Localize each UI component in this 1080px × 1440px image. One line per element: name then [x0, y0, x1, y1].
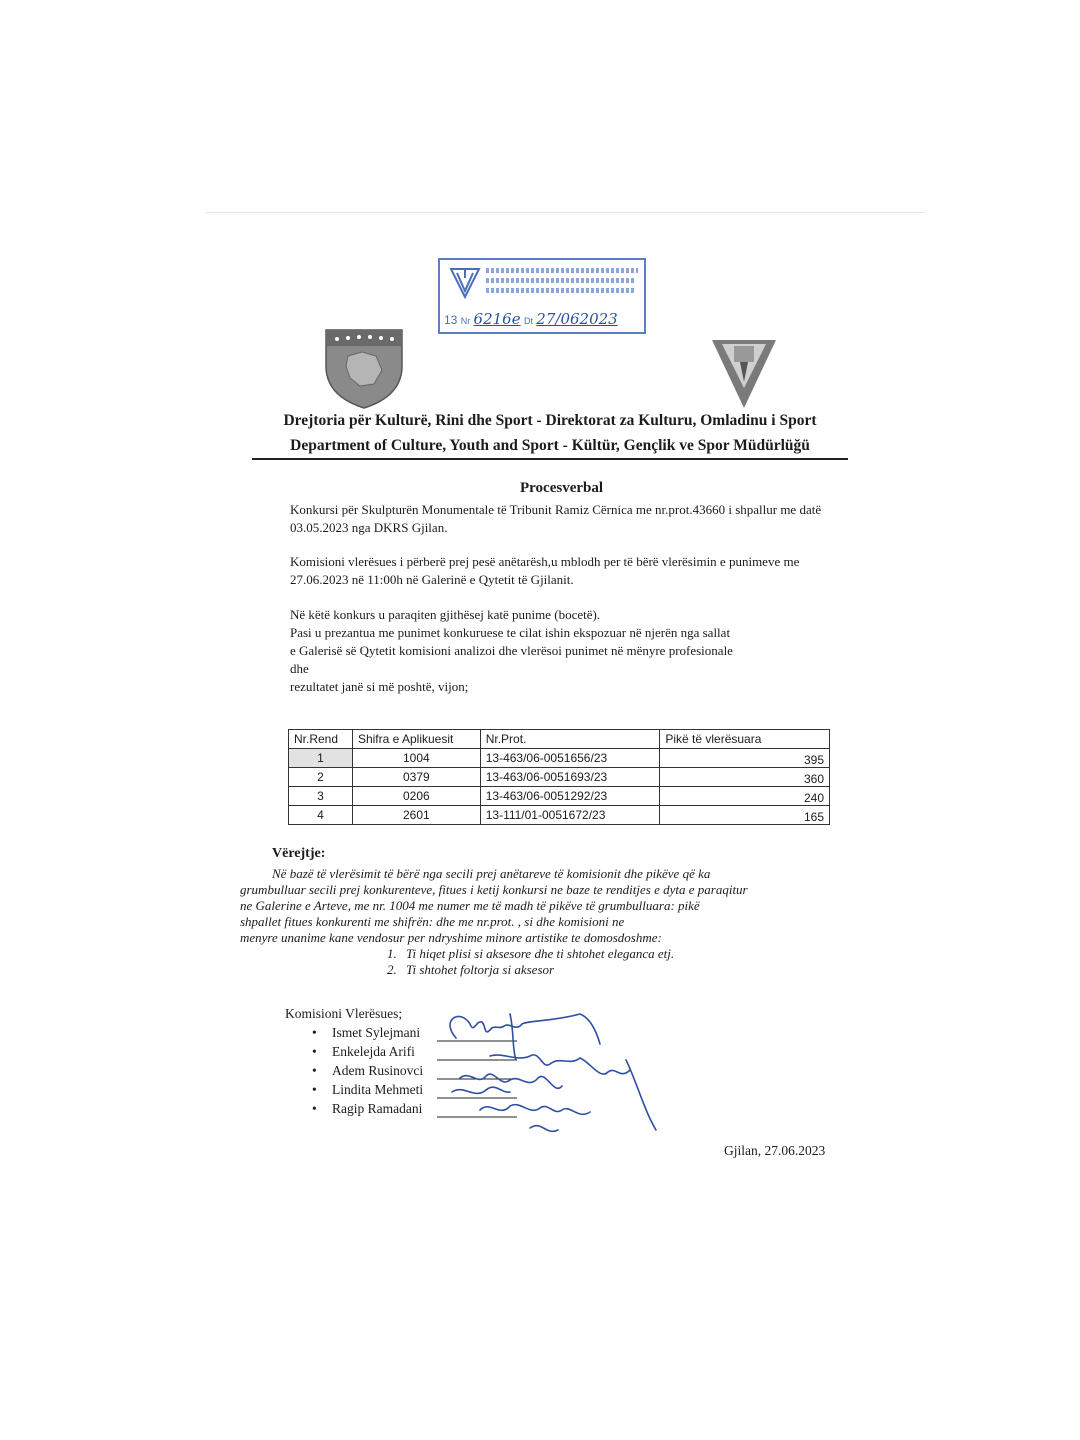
commission-members-list: [312, 1023, 423, 1118]
stamp-number: 6216e: [473, 310, 521, 328]
gjilan-municipality-emblem-icon: [710, 338, 778, 410]
cell-code: 2601: [352, 806, 480, 825]
document-title: Procesverbal: [520, 480, 604, 496]
paragraph-line: e Galerisë së Qytetit komisioni analizoi dhe vlerësoi punimet në mënyre profesionale: [290, 643, 733, 658]
cell-prot: 13-111/01-0051672/23: [480, 806, 660, 825]
cell-prot: 13-463/06-0051656/23: [480, 749, 660, 768]
paragraph-line: Në këtë konkurs u paraqiten gjithësej katë punime (bocetë).: [290, 607, 601, 622]
cell-points: 360: [660, 768, 830, 787]
remarks-line: menyre unanime kane vendosur per ndryshime minore artistike te domosdoshme:: [240, 930, 662, 945]
remarks-line: grumbulluar secili prej konkurenteve, fitues i ketij konkursi ne baze te renditjes e dyta e paraqitur: [240, 882, 748, 897]
header-divider: [252, 458, 848, 460]
stamp-emblem-icon: [448, 266, 482, 300]
presentation-paragraph: [290, 606, 855, 696]
remarks-body: [240, 866, 850, 978]
department-header-line2: Department of Culture, Youth and Sport - Kültür, Gençlik ve Spor Müdürlüğü: [290, 437, 810, 454]
results-table: [288, 729, 830, 825]
remarks-list: [240, 946, 850, 978]
column-header-nr: Nr.Rend: [289, 730, 353, 749]
stamp-registration-line: [444, 310, 618, 328]
stamp-text-line: [486, 288, 636, 293]
remarks-list-item: 1. Ti hiqet plisi si aksesore dhe ti shtohet eleganca etj.: [400, 946, 850, 962]
commission-member: • Ismet Sylejmani: [312, 1023, 423, 1042]
remarks-line: Në bazë të vlerësimit të bërë nga secili prej anëtareve të komisionit dhe pikëve që ka: [272, 866, 711, 881]
cell-prot: 13-463/06-0051292/23: [480, 787, 660, 806]
commission-paragraph: Komisioni vlerësues i përberë prej pesë anëtarësh,u mblodh per të bërë vlerësimin e punimeve me 27.06.2023 në 11:00h në Galerinë e Qytetit të Gjilanit.: [290, 554, 800, 587]
intro-paragraph: Konkursi për Skulpturën Monumentale të Tribunit Ramiz Cërnica me nr.prot.43660 i shpallur me datë 03.05.2023 nga DKRS Gjilan.: [290, 502, 822, 535]
commission-member: • Ragip Ramadani: [312, 1099, 423, 1118]
stamp-prefix: 13: [444, 313, 458, 327]
cell-code: 1004: [352, 749, 480, 768]
stamp-text-line: [486, 278, 634, 283]
place-and-date: Gjilan, 27.06.2023: [724, 1143, 826, 1158]
cell-nr: 2: [289, 768, 353, 787]
commission-member: • Lindita Mehmeti: [312, 1080, 423, 1099]
cell-nr: 1: [289, 749, 353, 768]
handwritten-signatures-icon: [430, 1000, 660, 1150]
stamp-date: 27/06: [536, 310, 580, 328]
paragraph-line: Pasi u prezantua me punimet konkuruese te cilat ishin ekspozuar në njerën nga sallat: [290, 625, 731, 640]
column-header-points: Pikë të vlerësuara: [660, 730, 830, 749]
cell-points: 240: [660, 787, 830, 806]
table-row: [289, 749, 830, 768]
cell-points: 395: [660, 749, 830, 768]
commission-heading: Komisioni Vlerësues;: [285, 1006, 403, 1021]
column-header-prot: Nr.Prot.: [480, 730, 660, 749]
cell-nr: 4: [289, 806, 353, 825]
paragraph-line: rezultatet janë si më poshtë, vijon;: [290, 679, 469, 694]
kosovo-coat-of-arms-icon: [322, 326, 406, 410]
cell-code: 0379: [352, 768, 480, 787]
remarks-line: shpallet fitues konkurenti me shifrën: dhe me nr.prot. , si dhe komisioni ne: [240, 914, 625, 929]
department-header-line1: Drejtoria për Kulturë, Rini dhe Sport - Direktorat za Kulturu, Omladinu i Sport: [283, 412, 817, 429]
scan-edge-line: [205, 212, 925, 213]
remarks-list-item: 2. Ti shtohet foltorja si aksesor: [400, 962, 850, 978]
table-row: [289, 787, 830, 806]
commission-member: • Enkelejda Arifi: [312, 1042, 423, 1061]
stamp-dt-label: Dt: [523, 316, 533, 326]
column-header-code: Shifra e Aplikuesit: [352, 730, 480, 749]
paragraph-line: dhe: [290, 661, 309, 676]
stamp-year: 2023: [579, 310, 618, 328]
cell-prot: 13-463/06-0051693/23: [480, 768, 660, 787]
table-row: [289, 768, 830, 787]
stamp-nr-label: Nr: [460, 316, 471, 326]
stamp-text-line: [486, 268, 638, 273]
cell-nr: 3: [289, 787, 353, 806]
table-header-row: [289, 730, 830, 749]
table-row: [289, 806, 830, 825]
remarks-line: ne Galerine e Arteve, me nr. 1004 me numer me të madh të pikëve të grumbulluara: pikë: [240, 898, 700, 913]
cell-points: 165: [660, 806, 830, 825]
cell-code: 0206: [352, 787, 480, 806]
commission-member: • Adem Rusinovci: [312, 1061, 423, 1080]
remarks-heading: Vërejtje:: [272, 846, 326, 861]
registration-stamp: [438, 258, 646, 334]
